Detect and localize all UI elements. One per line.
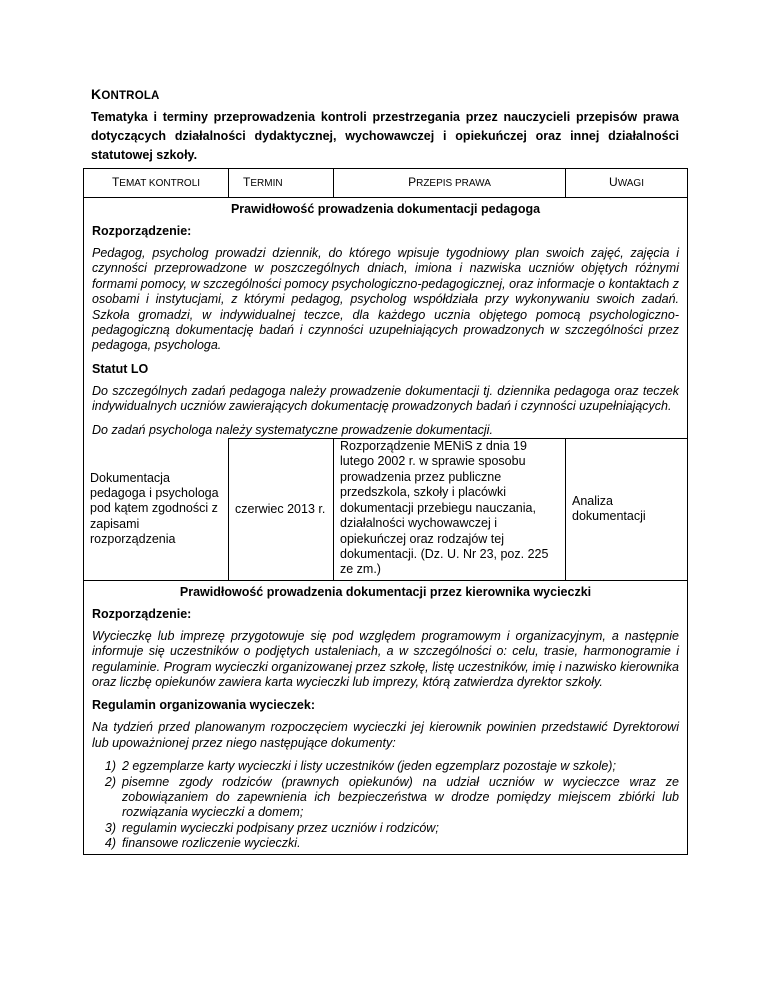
document-heading — [91, 86, 160, 102]
list-item: 3) regulamin wycieczki podpisany przez uczniów i rodziców; — [104, 820, 439, 835]
section2-title: Prawidłowość prowadzenia dokumentacji przez kierownika wycieczki — [179, 584, 592, 599]
list-item: 4) finansowe rozliczenie wycieczki. — [104, 836, 301, 851]
header-notes: UWAGI — [566, 169, 688, 198]
section1-regulation-text: Pedagog, psycholog prowadzi dziennik, do którego wpisuje tygodniowy plan swoich zajęć, zajęcia i czynności przeprowadzone w poszczególnych dniach, imiona i nazwiska uczniów objętych różnymi formami pomocy, w szczególności pomocy psychologiczno-pedagogicznej, oraz informacje o kontaktach z osobami i instytucjami, z którymi pedagog, psycholog współdziała przy wykonywaniu swoich zadań. Szkoła gromadzi, w indywidualnej teczce, dla każdego ucznia objętego pomocą psychologiczno-pedagogiczną dokumentację badań i czynności uzupełniających prowadzonych w szczególności przez pedagoga, psychologa. — [92, 246, 679, 353]
header-topic: TEMAT KONTROLI — [84, 169, 229, 198]
section2-rules-text: Na tydzień przed planowanym rozpoczęciem wycieczki jej kierownik powinien przedstawić Dyrektorowi lub upoważnionej przez niego następujące dokumenty: — [92, 720, 679, 750]
section2-label-regulation: Rozporządzenie: — [92, 606, 192, 621]
row-law-cell — [334, 439, 566, 581]
list-item: 2) pisemne zgody rodziców (prawnych opiekunów) na udział uczniów w wycieczce wraz ze zobowiązaniem do zapewnienia ich bezpieczeństwa w drodze pomiędzy miejscem zbiórki lub rozwiązania wycieczki a domem; — [104, 774, 679, 820]
section1-text-row — [84, 198, 688, 439]
row-term: czerwiec 2013 r. — [235, 501, 326, 516]
section1-title: Prawidłowość prowadzenia dokumentacji pedagoga — [230, 202, 541, 216]
inspection-table — [83, 168, 688, 855]
section2-label-rules: Regulamin organizowania wycieczek: — [92, 698, 315, 713]
row-topic-cell — [84, 439, 229, 581]
header-term: TERMIN — [229, 169, 334, 198]
section1-data-row — [84, 439, 688, 581]
section2-text-row — [84, 580, 688, 854]
section1-statute-text: Do szczególnych zadań pedagoga należy prowadzenie dokumentacji tj. dziennika pedagoga oraz teczek indywidualnych uczniów zawierających dokumentację prowadzonych badań i czynności uzupełniających. — [92, 383, 679, 414]
section1-psychologist-text: Do zadań psychologa należy systematyczne prowadzenie dokumentacji. — [92, 422, 493, 437]
heading-rest: ONTROLA — [101, 90, 160, 102]
section1-label-regulation: Rozporządzenie: — [92, 224, 192, 238]
list-item: 1) 2 egzemplarze karty wycieczki i listy uczestników (jeden egzemplarz pozostaje w szkole); — [104, 759, 616, 774]
documents-list — [92, 759, 679, 851]
heading-initial: K — [91, 86, 102, 102]
row-term-cell — [229, 439, 334, 581]
table-header-row — [84, 169, 688, 198]
section1-label-statute: Statut LO — [92, 361, 149, 376]
header-law: PRZEPIS PRAWA — [334, 169, 566, 198]
row-topic: Dokumentacja pedagoga i psychologa pod kątem zgodności z zapisami rozporządzenia — [90, 470, 219, 547]
row-law: Rozporządzenie MENiS z dnia 19 lutego 2002 r. w sprawie sposobu prowadzenia przez publiczne przedszkola, szkoły i placówki dokumentacji przebiegu nauczania, działalności wychowawczej i opiekuńczej oraz rodzajów tej dokumentacji. (Dz. U. Nr 23, poz. 225 ze zm.) — [340, 439, 549, 577]
row-notes: Analiza dokumentacji — [572, 493, 646, 524]
section2-regulation-text: Wycieczkę lub imprezę przygotowuje się pod względem programowym i organizacyjnym, a następnie informuje się uczestników o podjętych ustaleniach, a w szczególności o: celu, trasie, harmonogramie i regulaminie. Program wycieczki organizowanej przez szkołę, listę uczestników, imię i nazwisko kierownika oraz liczbę opiekunów zawiera karta wycieczki lub imprezy, którą zatwierdza dyrektor szkoły. — [92, 628, 679, 689]
intro-paragraph: Tematyka i terminy przeprowadzenia kontroli przestrzegania przez nauczycieli przepisów prawa dotyczących działalności dydaktycznej, wychowawczej i opiekuńczej oraz innej działalności statutowej szkoły. — [91, 110, 679, 162]
row-notes-cell — [566, 439, 688, 581]
